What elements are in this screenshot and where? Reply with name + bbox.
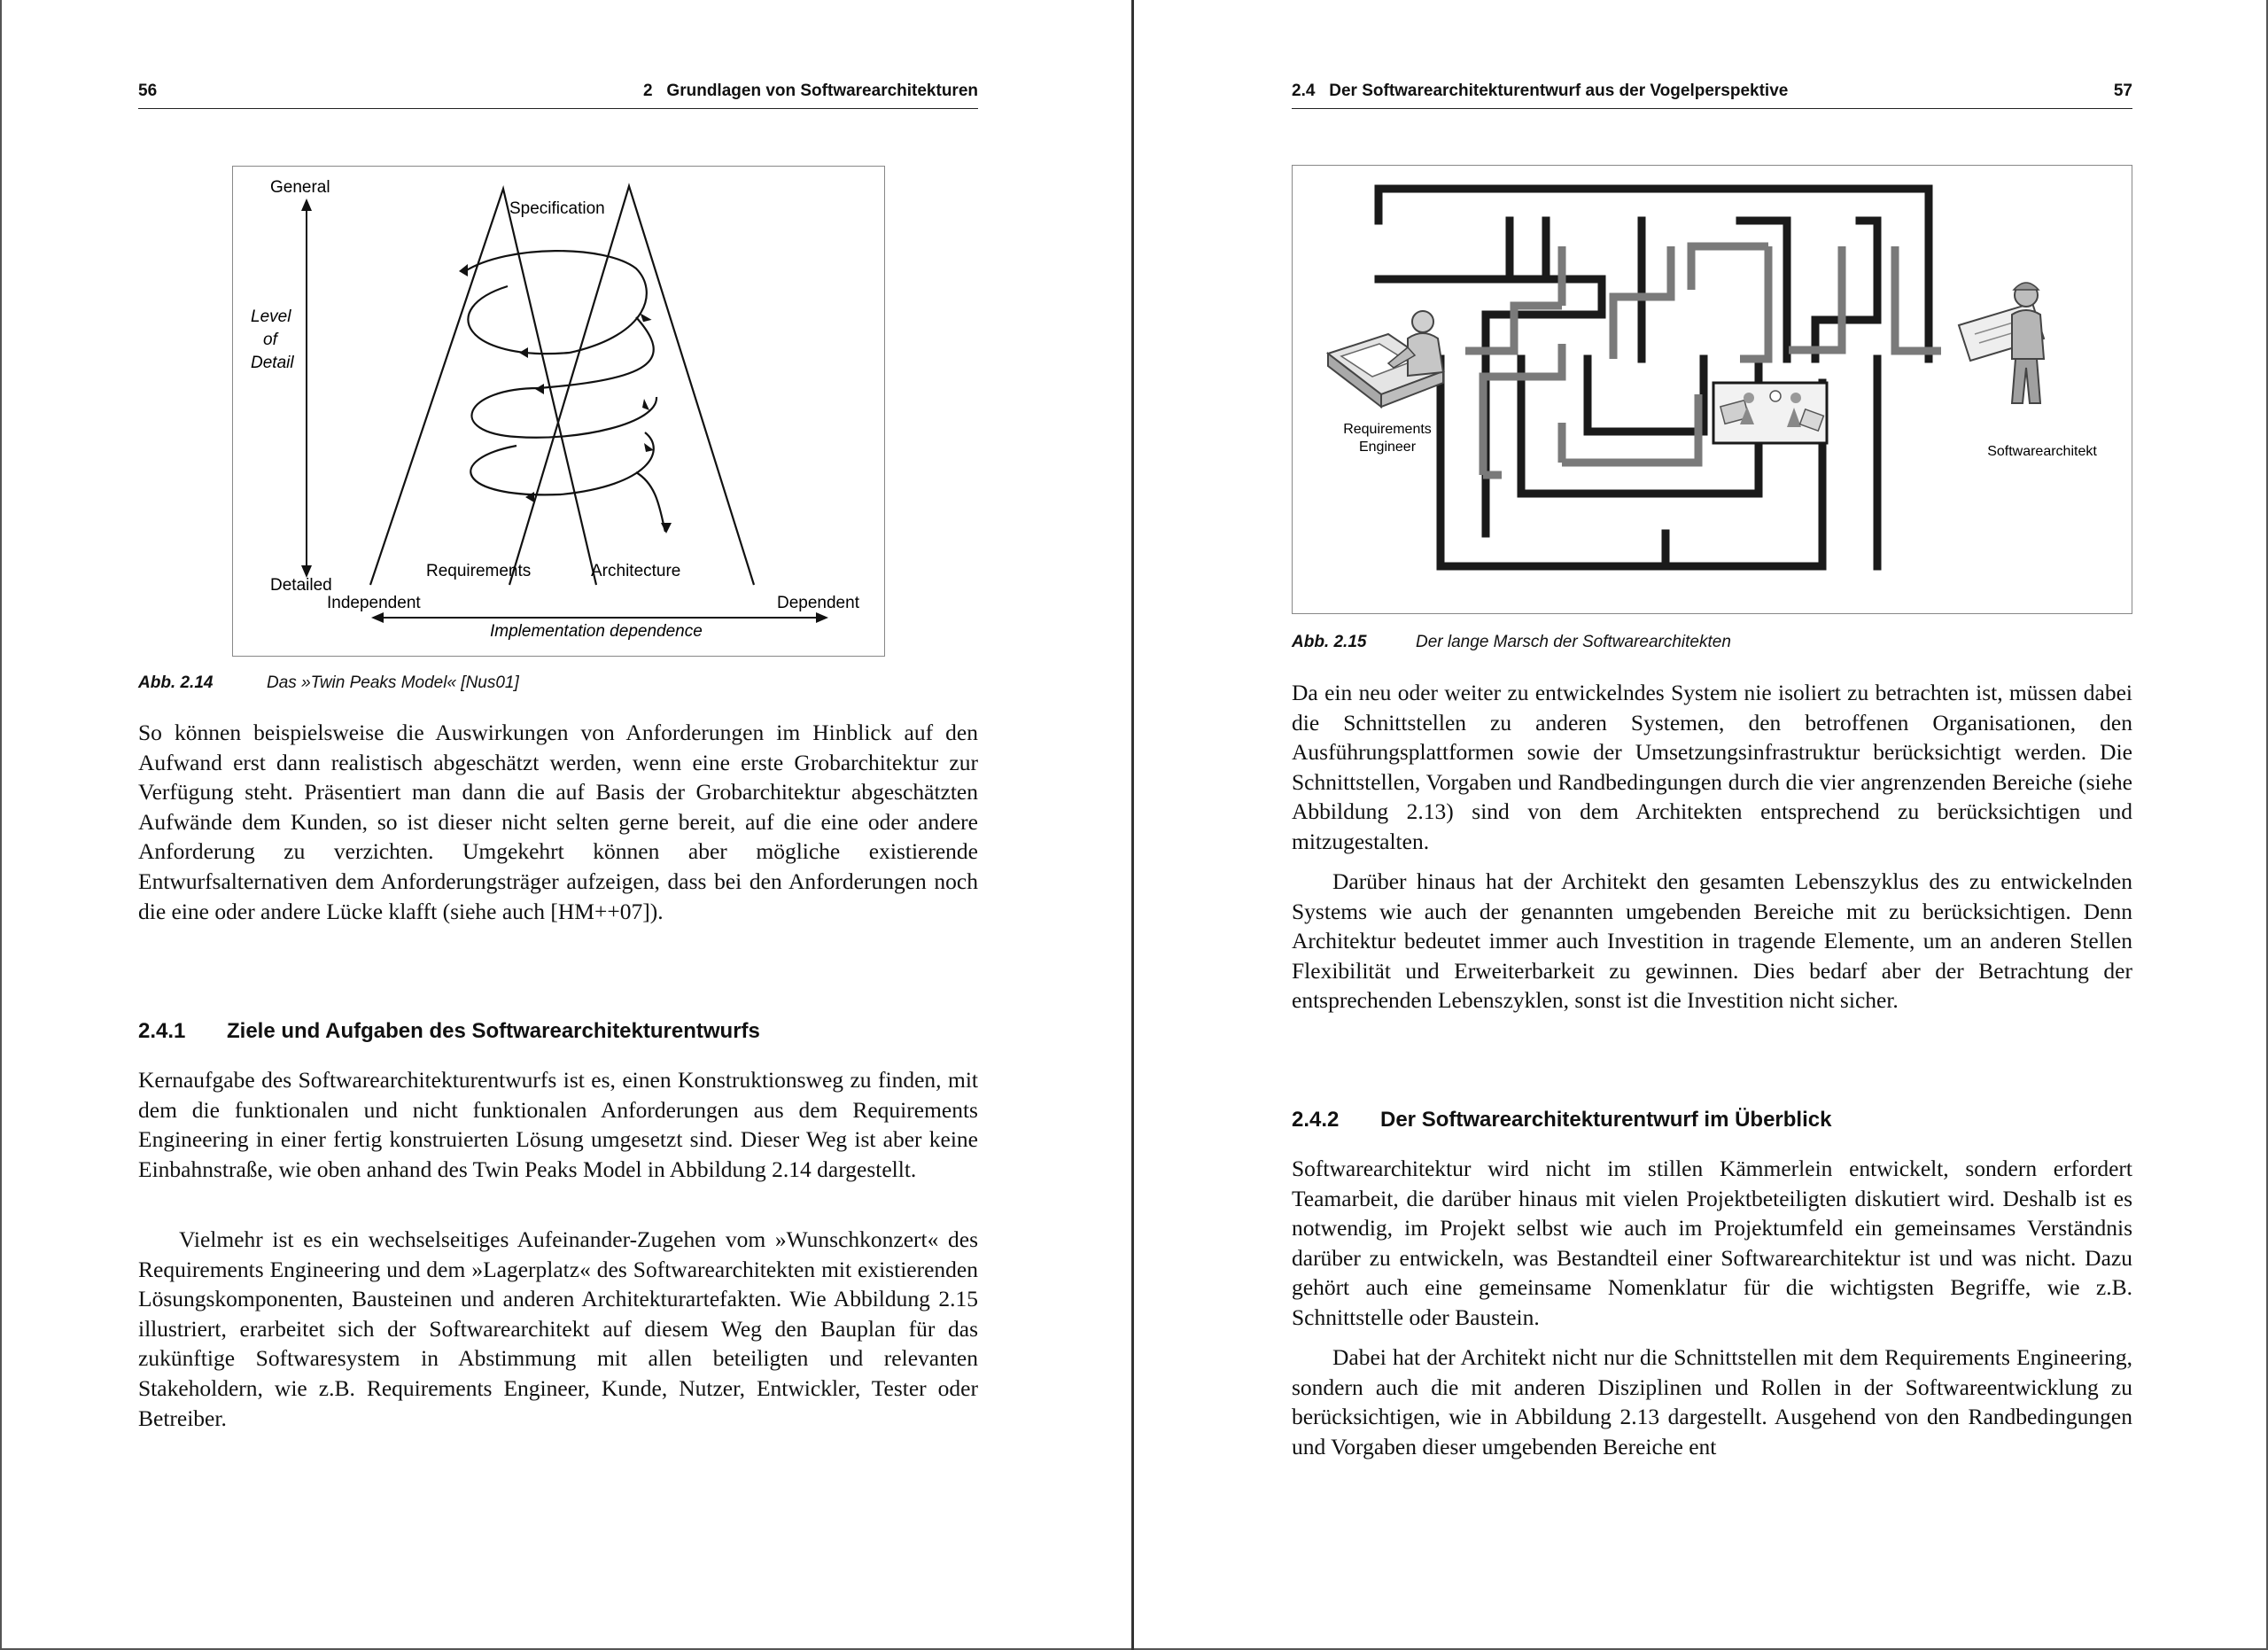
label-general: General bbox=[270, 178, 330, 197]
label-implementation-dependence: Implementation dependence bbox=[490, 622, 703, 641]
figure-maze bbox=[1292, 165, 2132, 614]
label-independent: Independent bbox=[327, 594, 421, 612]
maze-walls bbox=[1379, 189, 1929, 566]
section-heading-2-4-1 bbox=[138, 1019, 760, 1044]
spiral bbox=[465, 251, 665, 532]
label-level: Level bbox=[251, 307, 291, 326]
requirements-engineer-icon bbox=[1328, 311, 1443, 407]
label-dependent: Dependent bbox=[777, 594, 859, 612]
right-page bbox=[1134, 0, 2268, 1650]
paragraph: Softwarearchitektur wird nicht im stillen Kämmerlein entwickelt, sondern erfordert Teamarbeit, die darüber hinaus mit vielen Projektbeteiligten diskutiert wird. Deshalb ist es notwendig, im Projekt selbst wie auch im Projektumfeld ein gemeinsames Verständnis darüber zu entwickeln, was Bestandteil einer Softwarearchitektur ist und was nicht. Dazu gehört auch eine gemeinsame Nomenklatur für die wichtigsten Begriffe, wie z.B. Schnittstelle oder Baustein. bbox=[1292, 1156, 2132, 1330]
label-engineer: Engineer bbox=[1358, 440, 1417, 455]
section-title: Der Softwarearchitekturentwurf im Überblick bbox=[1380, 1108, 1832, 1132]
section-number: 2.4.2 bbox=[1292, 1108, 1340, 1132]
label-requirements: Requirements bbox=[426, 562, 532, 580]
label-softwarearchitekt: Softwarearchitekt bbox=[1987, 444, 2097, 459]
label-requirements: Requirements bbox=[1343, 422, 1432, 437]
running-head-left bbox=[138, 78, 978, 109]
caption-text: Das »Twin Peaks Model« [Nus01] bbox=[267, 673, 519, 692]
caption-text: Der lange Marsch der Softwarearchitekten bbox=[1416, 633, 1731, 651]
page-number-right: 57 bbox=[2113, 82, 2132, 100]
maze-diagram bbox=[1293, 166, 2132, 613]
page-number-left: 56 bbox=[138, 82, 158, 100]
architecture-peak bbox=[509, 186, 754, 585]
caption-number: Abb. 2.15 bbox=[1292, 633, 1367, 651]
softwarearchitekt-icon bbox=[1959, 283, 2044, 403]
caption-number: Abb. 2.14 bbox=[138, 673, 214, 692]
running-head-right bbox=[1292, 78, 2132, 109]
section-heading-2-4-2 bbox=[1292, 1108, 1831, 1132]
section-number: 2.4.1 bbox=[138, 1019, 186, 1043]
caption-fig-2-15 bbox=[1292, 633, 1731, 652]
label-architecture: Architecture bbox=[591, 562, 681, 580]
paragraph: Darüber hinaus hat der Architekt den gesamten Lebenszyklus des zu entwickelnden Systems wie auch der genannten umgebenden Bereiche mit zu berücksichtigen. Denn Architektur bedeutet immer auch Investition in tragende Elemente, um an anderen Stellen Flexibilität und Erweiterbarkeit zu gewinnen. Dies bedarf aber der Betrachtung der entsprechenden Lebenszyklen, sonst ist die Investition nicht sicher. bbox=[1292, 868, 2132, 1014]
paragraph: Dabei hat der Architekt nicht nur die Schnittstellen mit dem Requirements Engineering, sondern auch die mit anderen Disziplinen und Rollen in der Softwareentwicklung zu berücksichtigen, wie in Abbildung 2.13 dargestellt. Ausgehend von den Randbedingungen und Vorgaben dieser umgebenden Bereiche ent bbox=[1292, 1344, 2132, 1459]
label-detailed: Detailed bbox=[270, 576, 332, 595]
label-of: of bbox=[263, 331, 277, 349]
twin-peaks-diagram bbox=[233, 167, 884, 656]
caption-fig-2-14 bbox=[138, 673, 519, 693]
paragraph: Kernaufgabe des Softwarearchitekturentwurfs ist es, einen Konstruktionsweg zu finden, mit dem die funktionalen und nicht funktionalen Anforderungen aus dem Requirements Engineering in einer fertig konstruierten Lösung umgesetzt sind. Dieser Weg ist aber keine Einbahnstraße, wie oben anhand des Twin Peaks Model in Abbildung 2.14 dargestellt. bbox=[138, 1067, 978, 1182]
running-head-title-right: 2.4 Der Softwarearchitekturentwurf aus der Vogelperspektive bbox=[1292, 82, 1789, 100]
label-detail: Detail bbox=[251, 354, 294, 372]
running-head-title-left: 2 Grundlagen von Softwarearchitekturen bbox=[643, 82, 978, 100]
figure-twin-peaks bbox=[232, 166, 885, 657]
paragraph: Vielmehr ist es ein wechselseitiges Aufeinander-Zugehen vom »Wunschkonzert« des Requirements Engineering und dem »Lagerplatz« des Softwarearchitekten mit existierenden Lösungskomponenten, Bausteinen und anderen Architekturartefakten. Wie Abbildung 2.15 illustriert, erarbeitet sich der Softwarearchitekt auf diesem Weg den Bauplan für das zukünftige Softwaresystem in Abstimmung mit allen beteiligten und relevanten Stakeholdern, wie z.B. Requirements Engineer, Kunde, Nutzer, Entwickler, Tester oder Betreiber. bbox=[138, 1226, 978, 1431]
paragraph: Da ein neu oder weiter zu entwickelndes System nie isoliert zu betrachten ist, müssen dabei die Schnittstellen zu anderen Systemen, den betroffenen Organisationen, den Ausführungsplattformen sowie der Umsetzungsinfrastruktur berücksichtigt werden. Die Schnittstellen, Vorgaben und Randbedingungen durch die vier angrenzenden Bereiche (siehe Abbildung 2.13) sind von dem Architekten entsprechend zu berücksichtigen und mitzugestalten. bbox=[1292, 680, 2132, 854]
section-title: Ziele und Aufgaben des Softwarearchitekturentwurfs bbox=[227, 1019, 760, 1043]
paragraph: So können beispielsweise die Auswirkungen von Anforderungen im Hinblick auf den Aufwand erst dann realistisch abgeschätzt werden, wenn eine erste Grobarchitektur zur Verfügung steht. Präsentiert man dann die auf Basis der Grobarchitektur abgeschätzten Aufwände dem Kunden, so ist dieser nicht selten gerne bereit, auf die eine oder andere Anforderung zu verzichten. Umgekehrt können aber mögliche existierende Entwurfsalternativen dem Anforderungsträger aufzeigen, dass bei den Anforderungen noch die eine oder andere Lücke klafft (siehe auch [HM++07]). bbox=[138, 720, 978, 924]
label-specification: Specification bbox=[509, 199, 605, 218]
left-page bbox=[0, 0, 1132, 1650]
